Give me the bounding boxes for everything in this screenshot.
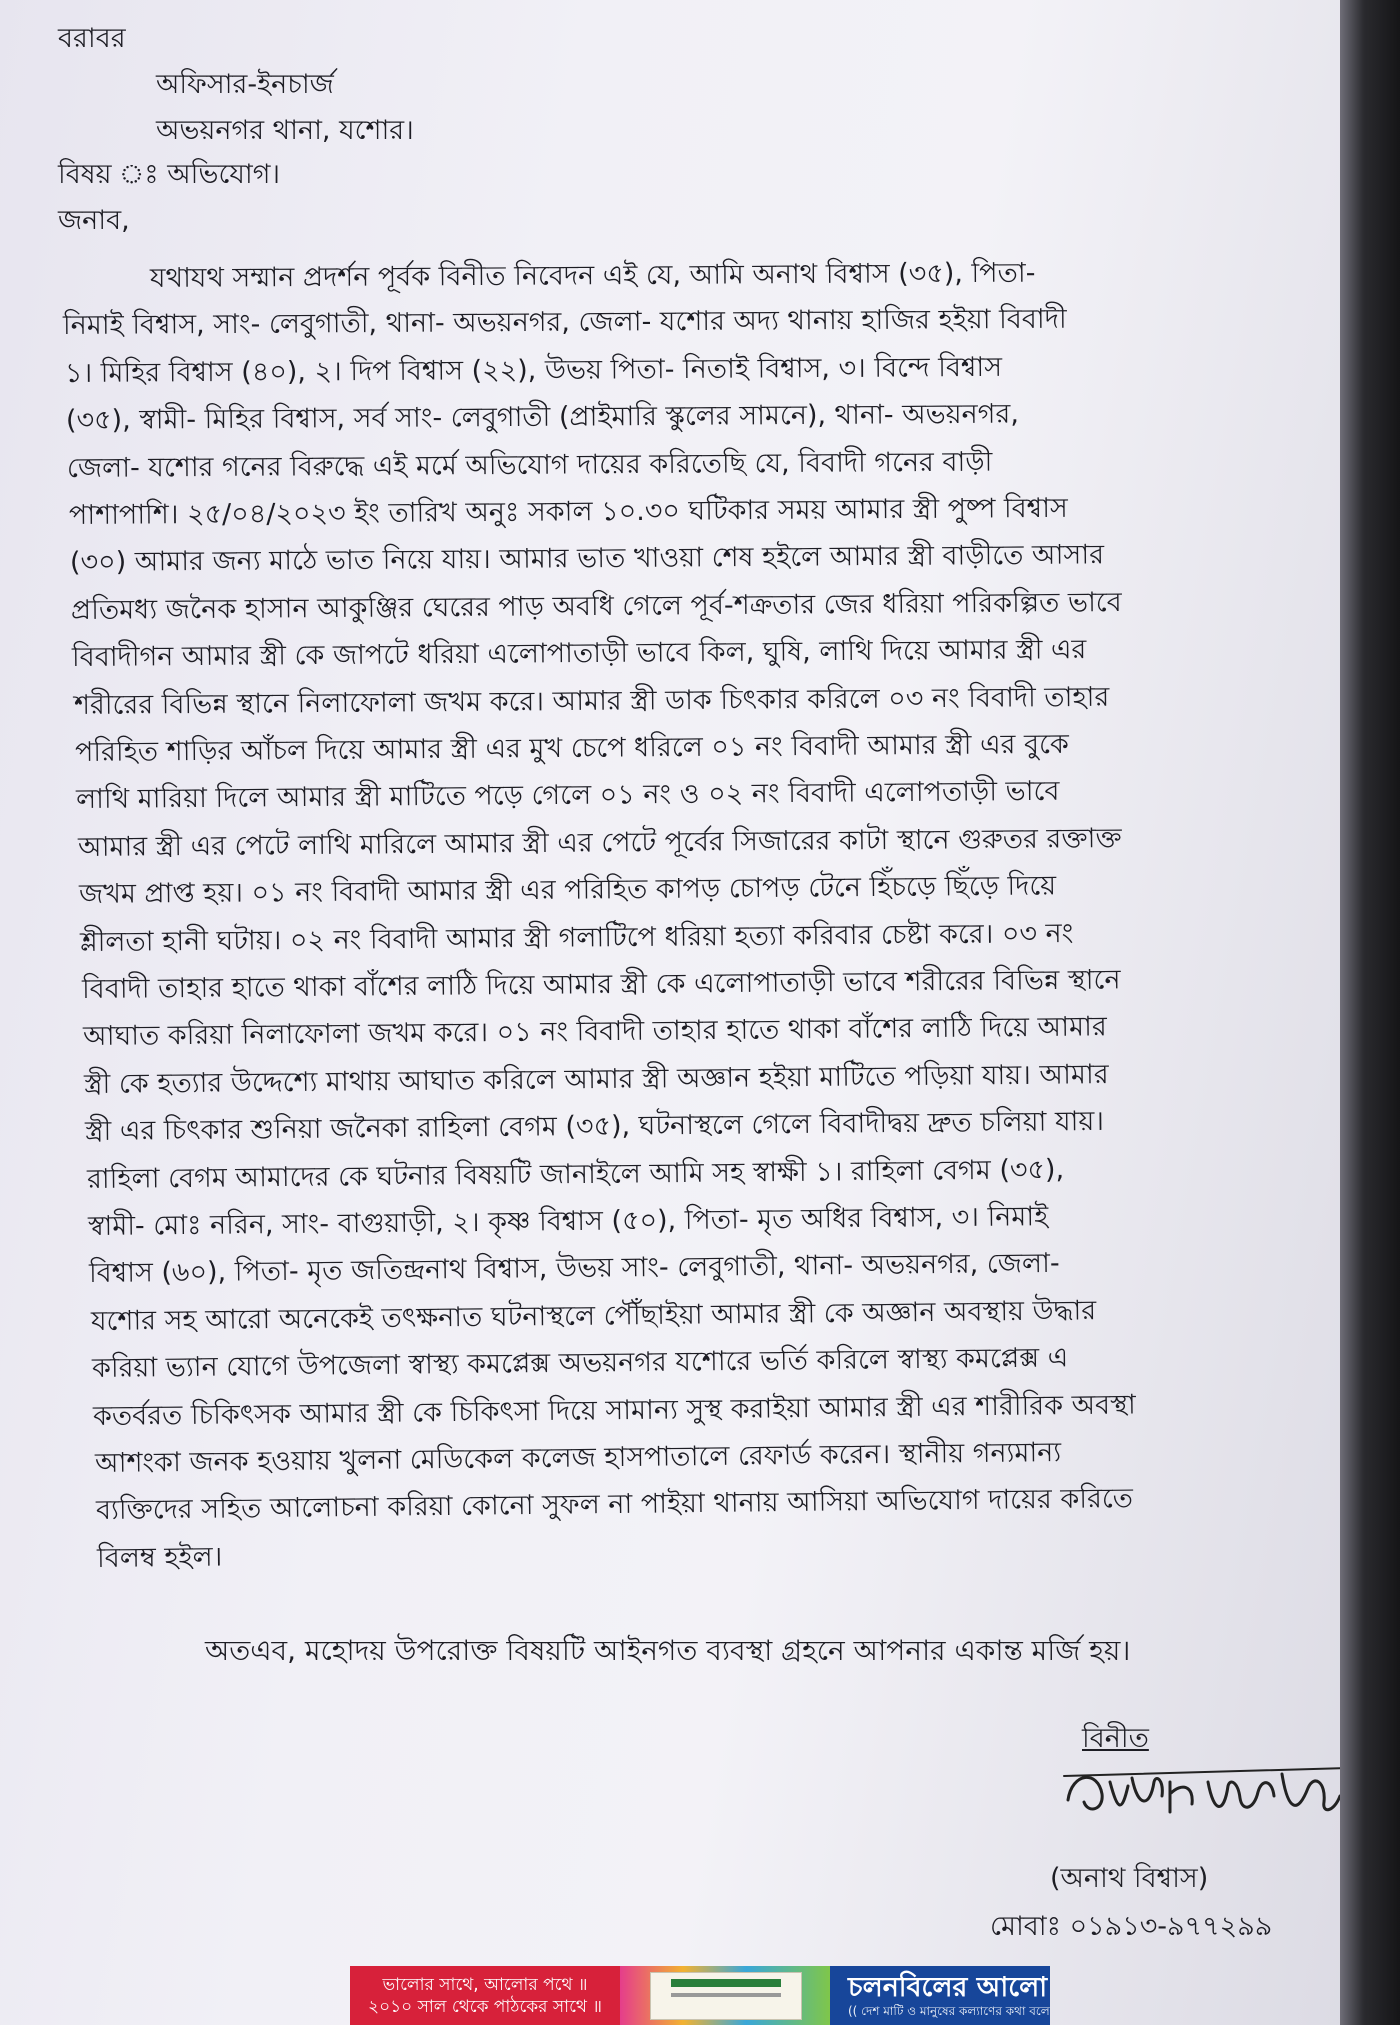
body-line: প্রতিমধ্য জনৈক হাসান আকুঞ্জির ঘেরের পাড় অবধি গেলে পূর্ব-শক্রতার জের ধরিয়া পরিকল্পিত ভাবে	[70, 586, 1122, 626]
body-line: লাথি মারিয়া দিলে আমার স্ত্রী মাটিতে পড়ে গেলে ০১ নং ও ০২ নং বিবাদী এলোপতাড়ী ভাবে	[75, 776, 1060, 816]
body-line: কতর্বরত চিকিৎসক আমার স্ত্রী কে চিকিৎসা দিয়ে সামান্য সুস্থ করাইয়া আমার স্ত্রী এর শারীরিক অবস্থা	[92, 1388, 1136, 1432]
body-line: পরিহিত শাড়ির আঁচল দিয়ে আমার স্ত্রী এর মুখ চেপে ধরিলে ০১ নং বিবাদী আমার স্ত্রী এর বুকে	[74, 728, 1069, 768]
body-line: (৩৫), স্বামী- মিহির বিশ্বাস, সর্ব সাং- লেবুগাতী (প্রাইমারি স্কুলের সামনে), থানা- অভয়নগর,	[65, 398, 1019, 437]
body-line: ব্যক্তিদের সহিত আলোচনা করিয়া কোনো সুফল না পাইয়া থানায় আসিয়া অভিযোগ দায়ের করিতে	[95, 1483, 1134, 1527]
letter-subject: বিষয় ঃ অভিযোগ।	[58, 159, 281, 190]
body-line: স্ত্রী কে হত্যার উদ্দেশ্যে মাথায় আঘাত করিলে আমার স্ত্রী অজ্ঞান হইয়া মাটিতে পড়িয়া যায়। আমার	[83, 1058, 1109, 1100]
body-line: ১। মিহির বিশ্বাস (৪০), ২। দিপ বিশ্বাস (২২), উভয় পিতা- নিতাই বিশ্বাস, ৩। বিন্দে বিশ্বাস	[64, 351, 1003, 389]
banner-slogan	[350, 1966, 620, 2025]
banner-brand: চলনবিলের আলো	[848, 1971, 1048, 2003]
letter-to: বরাবর	[58, 23, 126, 54]
body-line: যশোর সহ আরো অনেকেই তৎক্ষনাত ঘটনাস্থলে পৌঁছাইয়া আমার স্ত্রী কে অজ্ঞান অবস্থায় উদ্ধার	[90, 1295, 1097, 1337]
banner-slogan-line1: ভালোর সাথে, আলোর পথে ॥	[382, 1974, 588, 1995]
body-line: জখম প্রাপ্ত হয়। ০১ নং বিবাদী আমার স্ত্রী এর পরিহিত কাপড় চোপড় টেনে হিঁচড়ে ছিঁড়ে দিয়ে	[78, 870, 1057, 911]
banner-slogan-line2: ২০১০ সাল থেকে পাঠকের সাথে ॥	[368, 1996, 602, 2017]
body-line: স্বামী- মোঃ নরিন, সাং- বাগুয়াড়ী, ২। কৃষ্ণ বিশ্বাস (৫০), পিতা- মৃত অধির বিশ্বাস, ৩। নিমাই	[87, 1201, 1049, 1242]
body-line: বিলম্ব হইল।	[96, 1541, 223, 1574]
body-line: জেলা- যশোর গনের বিরুদ্ধে এই মর্মে অভিযোগ দায়ের করিতেছি যে, বিবাদী গনের বাড়ী	[66, 446, 993, 484]
newspaper-banner	[350, 1966, 1050, 2025]
body-line: শরীরের বিভিন্ন স্থানে নিলাফোলা জখম করে। আমার স্ত্রী ডাক চিৎকার করিলে ০৩ নং বিবাদী তাহার	[73, 681, 1110, 721]
signature-graphic	[1058, 1752, 1358, 1832]
letter-station: অভয়নগর থানা, যশোর।	[156, 115, 414, 146]
body-line: আমার স্ত্রী এর পেটে লাথি মারিলে আমার স্ত্রী এর পেটে পূর্বের সিজারের কাটা স্থানে গুরুতর রক্তাক্ত	[77, 822, 1122, 863]
body-line: বিবাদী তাহার হাতে থাকা বাঁশের লাঠি দিয়ে আমার স্ত্রী কে এলোপাতাড়ী ভাবে শরীরের বিভিন্ন স্থানে	[81, 964, 1121, 1005]
banner-tagline: (( দেশ মাটি ও মানুষের কল্যাণের কথা বলে	[848, 2003, 1050, 2018]
letter-recipient: অফিসার-ইনচার্জ	[156, 69, 334, 100]
body-line: নিমাই বিশ্বাস, সাং- লেবুগাতী, থানা- অভয়নগর, জেলা- যশোর অদ্য থানায় হাজির হইয়া বিবাদী	[62, 304, 1067, 342]
letter-salutation: জনাব,	[58, 205, 130, 236]
letter-closing: অতএব, মহোদয় উপরোক্ত বিষয়টি আইনগত ব্যবস্থা গ্রহনে আপনার একান্ত মর্জি হয়।	[205, 1634, 1131, 1667]
body-line: বিশ্বাস (৬০), পিতা- মৃত জতিন্দ্রনাথ বিশ্বাস, উভয় সাং- লেবুগাতী, থানা- অভয়নগর, জেলা-	[88, 1248, 1060, 1290]
letter-signoff: বিনীত	[1082, 1723, 1149, 1754]
body-line: আঘাত করিয়া নিলাফোলা জখম করে। ০১ নং বিবাদী তাহার হাতে থাকা বাঁশের লাঠি দিয়ে আমার	[82, 1011, 1107, 1053]
body-line: স্ত্রী এর চিৎকার শুনিয়া জনৈকা রাহিলা বেগম (৩৫), ঘটনাস্থলে গেলে বিবাদীদ্বয় দ্রুত চলিয়া যায়।	[84, 1106, 1105, 1148]
body-line: পাশাপাশি। ২৫/০৪/২০২৩ ইং তারিখ অনুঃ সকাল ১০.৩০ ঘটিকার সময় আমার স্ত্রী পুষ্প বিশ্বাস	[68, 492, 1068, 531]
body-line: শ্লীলতা হানী ঘটায়। ০২ নং বিবাদী আমার স্ত্রী গলাটিপে ধরিয়া হত্যা করিবার চেষ্টা করে। ০৩ নং	[79, 917, 1074, 958]
body-line: বিবাদীগন আমার স্ত্রী কে জাপটে ধরিয়া এলোপাতাড়ী ভাবে কিল, ঘুষি, লাথি দিয়ে আমার স্ত্রী এর	[71, 634, 1087, 674]
newspaper-thumbnail-icon	[620, 1966, 830, 2025]
body-line: করিয়া ভ্যান যোগে উপজেলা স্বাস্থ্য কমপ্লেক্স অভয়নগর যশোরে ভর্তি করিলে স্বাস্থ্য কমপ্লেক্স এ	[91, 1342, 1069, 1385]
body-line: রাহিলা বেগম আমাদের কে ঘটনার বিষয়টি জানাইলে আমি সহ স্বাক্ষী ১। রাহিলা বেগম (৩৫),	[86, 1153, 1065, 1195]
body-line: যথাযথ সম্মান প্রদর্শন পূর্বক বিনীত নিবেদন এই যে, আমি অনাথ বিশ্বাস (৩৫), পিতা-	[149, 257, 1036, 294]
page-edge-shadow	[1340, 0, 1400, 2025]
sender-name: (অনাথ বিশ্বাস)	[1050, 1863, 1209, 1894]
sender-mobile: মোবাঃ ০১৯১৩-৯৭৭২৯৯	[990, 1911, 1273, 1942]
body-line: আশংকা জনক হওয়ায় খুলনা মেডিকেল কলেজ হাসপাতালে রেফার্ড করেন। স্থানীয় গন্যমান্য	[94, 1437, 1062, 1479]
banner-brand-block	[830, 1966, 1050, 2025]
body-line: (৩০) আমার জন্য মাঠে ভাত নিয়ে যায়। আমার ভাত খাওয়া শেষ হইলে আমার স্ত্রী বাড়ীতে আসার	[69, 539, 1105, 579]
